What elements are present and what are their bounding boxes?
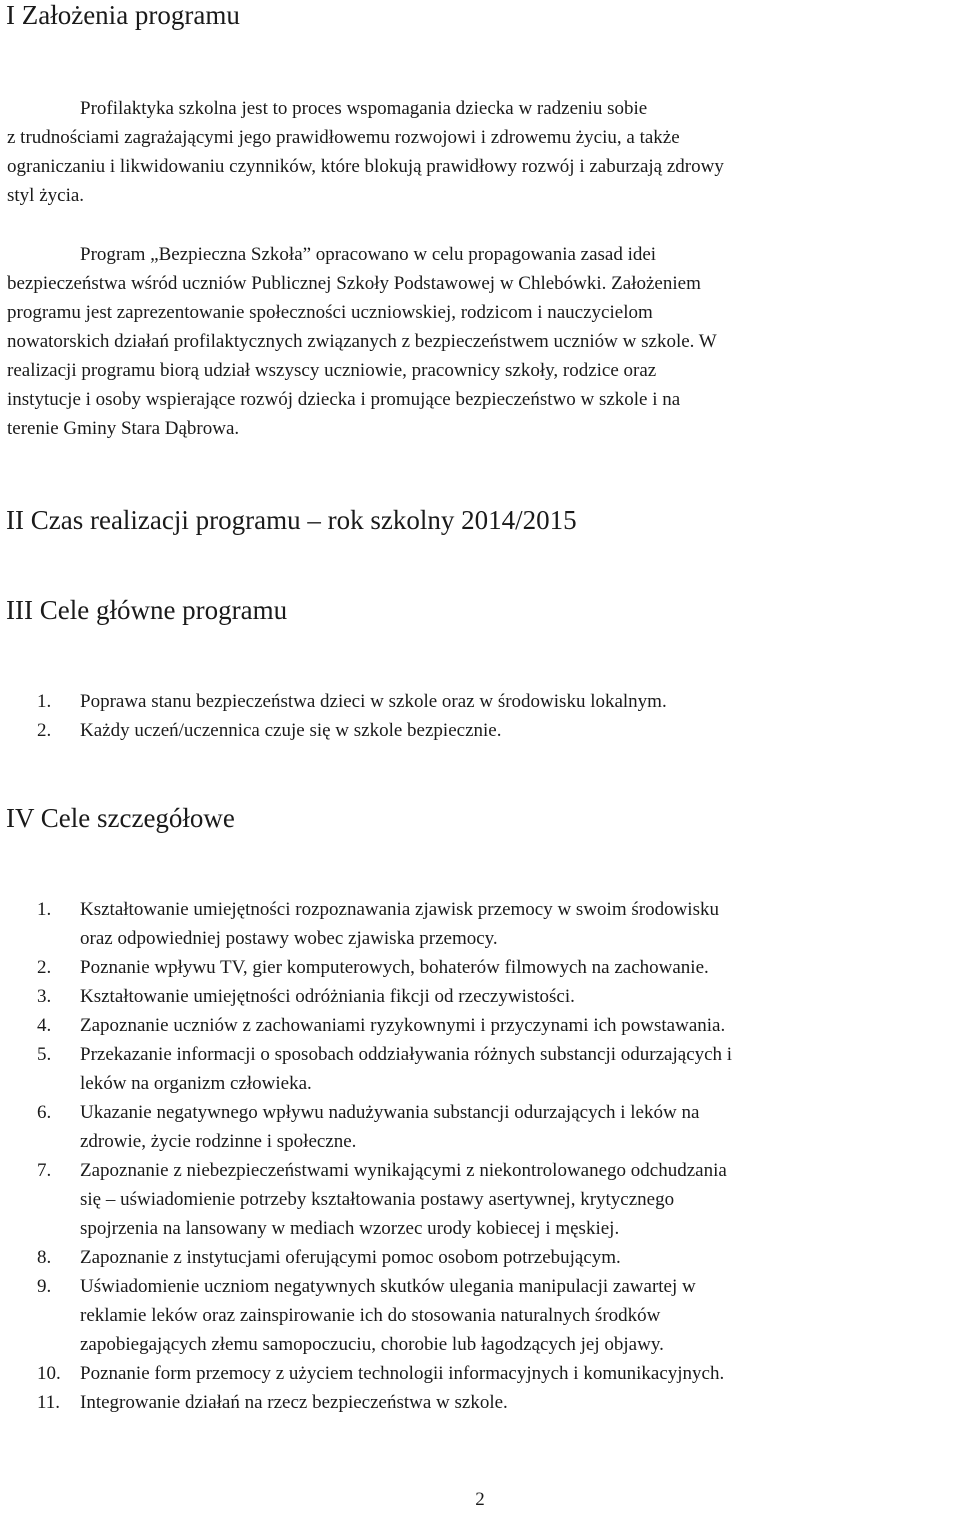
list-item-text <box>80 716 953 745</box>
section-title-duration: II Czas realizacji programu – rok szkolny 2014/2015 <box>6 505 577 535</box>
list-item <box>7 1388 953 1417</box>
text-line: Zapoznanie z niebezpieczeństwami wynikającymi z niekontrolowanego odchudzania <box>80 1160 727 1181</box>
list-item-number: 10. <box>37 1363 61 1384</box>
text-line: Program „Bezpieczna Szkoła” opracowano w celu propagowania zasad idei <box>80 244 657 265</box>
text-line: leków na organizm człowieka. <box>80 1073 312 1094</box>
list-item <box>7 1011 953 1040</box>
list-item-number: 4. <box>37 1015 52 1036</box>
text-line: zdrowie, życie rodzinne i społeczne. <box>80 1131 357 1152</box>
text-line: Integrowanie działań na rzecz bezpieczeństwa w szkole. <box>80 1392 508 1413</box>
text-line: Zapoznanie uczniów z zachowaniami ryzykownymi i przyczynami ich powstawania. <box>80 1015 726 1036</box>
text-line: Zapoznanie z instytucjami oferującymi pomoc osobom potrzebującym. <box>80 1247 621 1268</box>
list-item <box>7 953 953 982</box>
text-line: spojrzenia na lansowany w mediach wzorzec urody kobiecej i męskiej. <box>80 1218 620 1239</box>
text-line: oraz odpowiedniej postawy wobec zjawiska przemocy. <box>80 928 498 949</box>
list-item-number: 6. <box>37 1102 52 1123</box>
list-item-text <box>80 1388 953 1417</box>
list-item-number: 5. <box>37 1044 52 1065</box>
text-line: bezpieczeństwa wśród uczniów Publicznej Szkoły Podstawowej w Chlebówki. Założeniem <box>7 273 701 294</box>
text-line: ograniczaniu i likwidowaniu czynników, które blokują prawidłowy rozwój i zaburzają zdrowy <box>7 156 724 177</box>
list-item-text <box>80 982 953 1011</box>
list-item-text <box>80 1156 953 1243</box>
list-item <box>7 687 953 716</box>
list-item <box>7 1243 953 1272</box>
text-line: z trudnościami zagrażającymi jego prawidłowemu rozwojowi i zdrowemu życiu, a także <box>7 127 680 148</box>
section-title-assumptions: I Założenia programu <box>6 0 240 30</box>
list-item <box>7 1359 953 1388</box>
text-line: Uświadomienie uczniom negatywnych skutków ulegania manipulacji zawartej w <box>80 1276 696 1297</box>
text-line: Ukazanie negatywnego wpływu nadużywania substancji odurzających i leków na <box>80 1102 700 1123</box>
main-goals-list <box>7 687 953 745</box>
list-item <box>7 716 953 745</box>
text-line: Profilaktyka szkolna jest to proces wspomagania dziecka w radzeniu sobie <box>80 98 648 119</box>
text-line: się – uświadomienie potrzeby kształtowania postawy asertywnej, krytycznego <box>80 1189 675 1210</box>
list-item-text <box>80 1243 953 1272</box>
list-item <box>7 1156 953 1243</box>
intro-paragraph-2 <box>7 240 953 443</box>
text-line: Przekazanie informacji o sposobach oddziaływania różnych substancji odurzających i <box>80 1044 733 1065</box>
list-item <box>7 982 953 1011</box>
text-line: Kształtowanie umiejętności odróżniania fikcji od rzeczywistości. <box>80 986 575 1007</box>
text-line: Poznanie wpływu TV, gier komputerowych, bohaterów filmowych na zachowanie. <box>80 957 709 978</box>
text-line: Kształtowanie umiejętności rozpoznawania zjawisk przemocy w swoim środowisku <box>80 899 719 920</box>
list-item-text <box>80 953 953 982</box>
text-line: realizacji programu biorą udział wszyscy uczniowie, pracownicy szkoły, rodzice oraz <box>7 360 657 381</box>
text-line: Poprawa stanu bezpieczeństwa dzieci w szkole oraz w środowisku lokalnym. <box>80 691 667 712</box>
list-item <box>7 1272 953 1359</box>
list-item-number: 1. <box>37 899 52 920</box>
text-line: reklamie leków oraz zainspirowanie ich do stosowania naturalnych środków <box>80 1305 661 1326</box>
detailed-goals-list <box>7 895 953 1417</box>
list-item-text <box>80 895 953 953</box>
list-item-text <box>80 1011 953 1040</box>
list-item-text <box>80 1098 953 1156</box>
section-title-detailed-goals: IV Cele szczegółowe <box>6 803 235 833</box>
list-item-number: 8. <box>37 1247 52 1268</box>
list-item-text <box>80 1272 953 1359</box>
list-item <box>7 1040 953 1098</box>
list-item <box>7 895 953 953</box>
list-item-text <box>80 1040 953 1098</box>
list-item-number: 11. <box>37 1392 61 1413</box>
list-item <box>7 1098 953 1156</box>
text-line: nowatorskich działań profilaktycznych związanych z bezpieczeństwem uczniów w szkole. W <box>7 331 717 352</box>
list-item-number: 7. <box>37 1160 52 1181</box>
list-item-text <box>80 1359 953 1388</box>
list-item-text <box>80 687 953 716</box>
list-item-number: 9. <box>37 1276 52 1297</box>
section-title-main-goals: III Cele główne programu <box>6 595 288 625</box>
text-line: instytucje i osoby wspierające rozwój dziecka i promujące bezpieczeństwo w szkole i na <box>7 389 681 410</box>
page-number: 2 <box>475 1489 485 1510</box>
intro-paragraph-1 <box>7 94 953 210</box>
text-line: zapobiegających złemu samopoczuciu, chorobie lub łagodzących jej objawy. <box>80 1334 664 1355</box>
list-item-number: 2. <box>37 957 52 978</box>
text-line: styl życia. <box>7 185 85 206</box>
list-item-number: 1. <box>37 691 52 712</box>
text-line: programu jest zaprezentowanie społeczności uczniowskiej, rodzicom i nauczycielom <box>7 302 653 323</box>
text-line: Każdy uczeń/uczennica czuje się w szkole bezpiecznie. <box>80 720 502 741</box>
text-line: terenie Gminy Stara Dąbrowa. <box>7 418 240 439</box>
list-item-number: 2. <box>37 720 52 741</box>
text-line: Poznanie form przemocy z użyciem technologii informacyjnych i komunikacyjnych. <box>80 1363 725 1384</box>
list-item-number: 3. <box>37 986 52 1007</box>
